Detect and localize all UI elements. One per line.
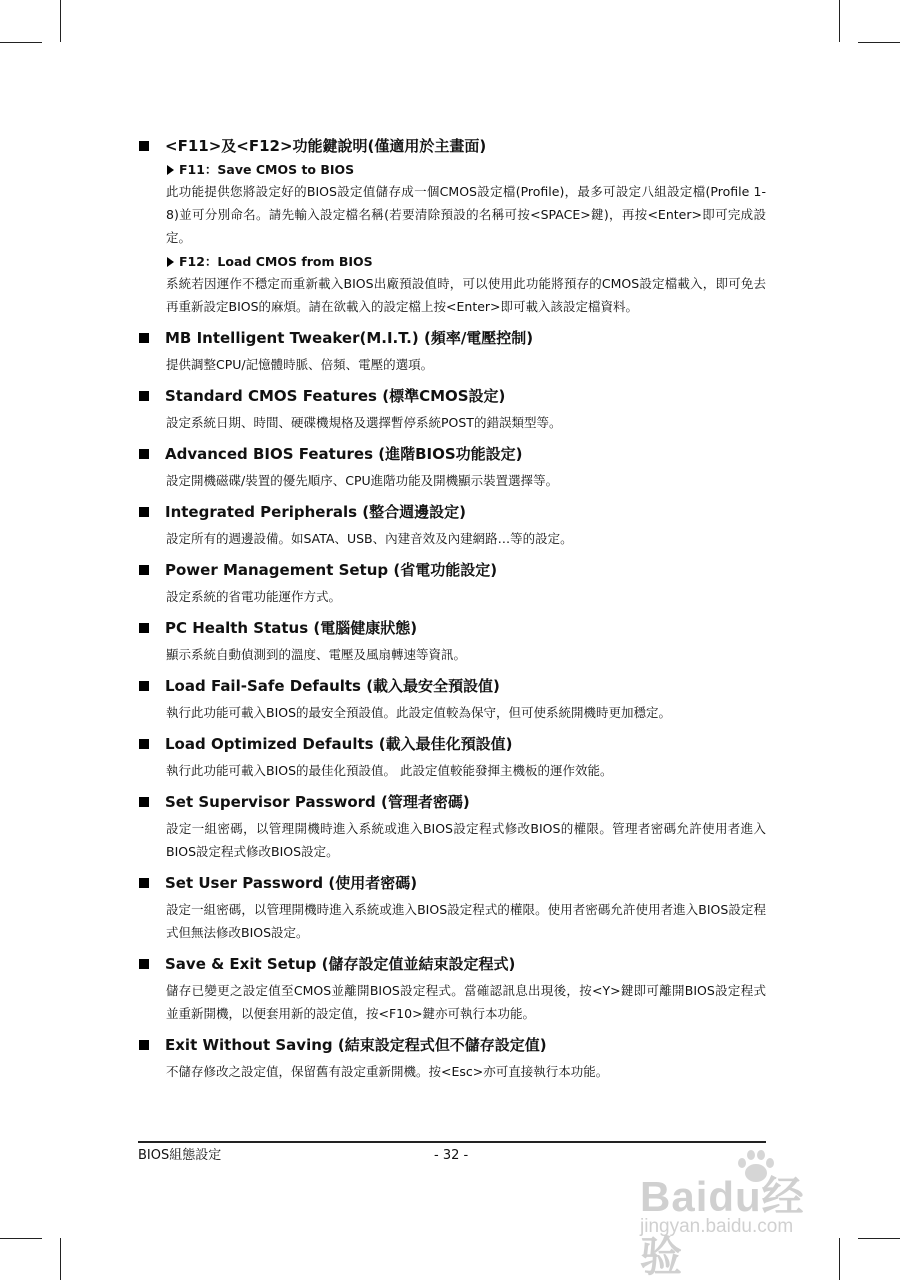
section-heading: Integrated Peripherals (整合週邊設定) xyxy=(138,502,766,522)
section-load-optimized xyxy=(138,734,766,782)
baidu-watermark xyxy=(640,1150,840,1280)
crop-mark xyxy=(858,42,900,43)
section-integrated-peripherals xyxy=(138,502,766,550)
section-user-password xyxy=(138,873,766,944)
section-load-fail-safe xyxy=(138,676,766,724)
subsection-desc-f11: 此功能提供您將設定好的BIOS設定值儲存成一個CMOS設定檔(Profile)，最多可設定八組設定檔(Profile 1-8)並可分別命名。請先輸入設定檔名稱(若要清除預設的名稱可按<SPACE>鍵)，再按<Enter>即可完成設定。 xyxy=(166,184,766,245)
section-power-management xyxy=(138,560,766,608)
crop-mark xyxy=(839,0,840,42)
crop-mark xyxy=(0,42,42,43)
crop-mark xyxy=(60,1238,61,1280)
section-desc: 儲存已變更之設定值至CMOS並離開BIOS設定程式。當確認訊息出現後，按<Y>鍵即可離開BIOS設定程式並重新開機，以便套用新的設定值，按<F10>鍵亦可執行本功能。 xyxy=(166,983,766,1021)
section-heading: Standard CMOS Features (標準CMOS設定) xyxy=(138,386,766,406)
footer-chapter-title: BIOS組態設定 xyxy=(138,1148,222,1163)
section-standard-cmos xyxy=(138,386,766,434)
section-advanced-bios xyxy=(138,444,766,492)
section-function-keys xyxy=(138,136,766,318)
section-desc: 設定系統日期、時間、硬碟機規格及選擇暫停系統POST的錯誤類型等。 xyxy=(166,415,562,430)
subsection-desc-f12: 系統若因運作不穩定而重新載入BIOS出廠預設值時，可以使用此功能將預存的CMOS設定檔載入，即可免去再重新設定BIOS的麻煩。請在欲載入的設定檔上按<Enter>即可載入該設定檔資料。 xyxy=(166,276,766,314)
watermark-logo: Baidu经验 xyxy=(640,1173,805,1280)
section-desc: 設定一組密碼，以管理開機時進入系統或進入BIOS設定程式修改BIOS的權限。管理者密碼允許使用者進入BIOS設定程式修改BIOS設定。 xyxy=(166,821,766,859)
section-mit xyxy=(138,328,766,376)
section-heading: PC Health Status (電腦健康狀態) xyxy=(138,618,766,638)
section-heading: Power Management Setup (省電功能設定) xyxy=(138,560,766,580)
section-heading: Save & Exit Setup (儲存設定值並結束設定程式) xyxy=(138,954,766,974)
crop-mark xyxy=(60,0,61,42)
subsection-heading-f12: F12：Load CMOS from BIOS xyxy=(138,253,766,270)
section-desc: 顯示系統自動偵測到的溫度、電壓及風扇轉速等資訊。 xyxy=(166,647,467,662)
section-heading: Set User Password (使用者密碼) xyxy=(138,873,766,893)
section-desc: 設定系統的省電功能運作方式。 xyxy=(166,589,342,604)
page-content xyxy=(138,136,766,1093)
section-heading: <F11>及<F12>功能鍵說明(僅適用於主畫面) xyxy=(138,136,766,156)
section-desc: 設定一組密碼，以管理開機時進入系統或進入BIOS設定程式的權限。使用者密碼允許使用者進入BIOS設定程式但無法修改BIOS設定。 xyxy=(166,902,766,940)
section-heading: Advanced BIOS Features (進階BIOS功能設定) xyxy=(138,444,766,464)
section-pc-health xyxy=(138,618,766,666)
section-heading: Load Optimized Defaults (載入最佳化預設值) xyxy=(138,734,766,754)
section-desc: 設定開機磁碟/裝置的優先順序、CPU進階功能及開機顯示裝置選擇等。 xyxy=(166,473,559,488)
section-desc: 設定所有的週邊設備。如SATA、USB、內建音效及內建網路…等的設定。 xyxy=(166,531,573,546)
crop-mark xyxy=(0,1238,42,1239)
page-number: - 32 - xyxy=(434,1148,469,1163)
section-heading: Exit Without Saving (結束設定程式但不儲存設定值) xyxy=(138,1035,766,1055)
section-desc: 執行此功能可載入BIOS的最佳化預設值。 此設定值較能發揮主機板的運作效能。 xyxy=(166,763,613,778)
section-heading: Set Supervisor Password (管理者密碼) xyxy=(138,792,766,812)
section-desc: 執行此功能可載入BIOS的最安全預設值。此設定值較為保守，但可使系統開機時更加穩定。 xyxy=(166,705,672,720)
section-save-exit xyxy=(138,954,766,1025)
section-supervisor-password xyxy=(138,792,766,863)
section-exit-without-saving xyxy=(138,1035,766,1083)
crop-mark xyxy=(858,1238,900,1239)
watermark-url: jingyan.baidu.com xyxy=(640,1216,794,1237)
section-desc: 不儲存修改之設定值，保留舊有設定重新開機。按<Esc>亦可直接執行本功能。 xyxy=(166,1064,609,1079)
section-desc: 提供調整CPU/記憶體時脈、倍頻、電壓的選項。 xyxy=(166,357,434,372)
section-heading: MB Intelligent Tweaker(M.I.T.) (頻率/電壓控制) xyxy=(138,328,766,348)
subsection-heading-f11: F11：Save CMOS to BIOS xyxy=(138,161,766,178)
section-heading: Load Fail-Safe Defaults (載入最安全預設值) xyxy=(138,676,766,696)
